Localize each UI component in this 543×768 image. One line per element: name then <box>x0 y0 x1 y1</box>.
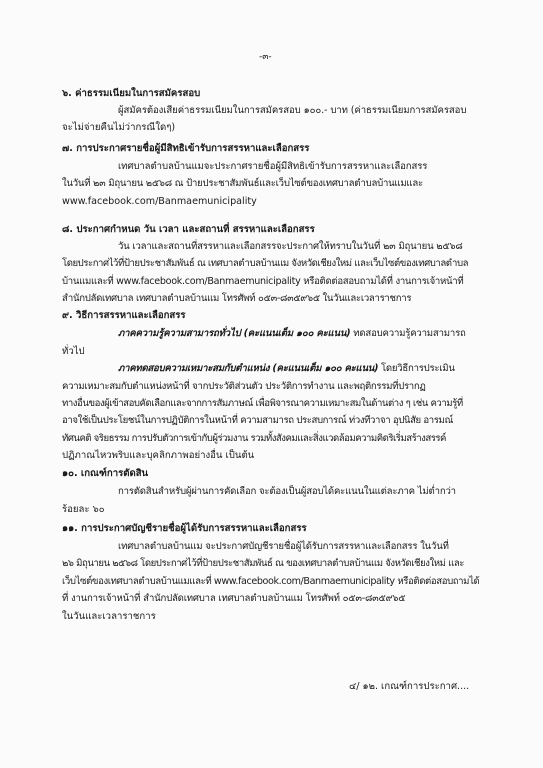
page-number: -๓- <box>259 52 272 62</box>
section-9-part1 <box>118 328 466 340</box>
section-9-text: ทั่วไป <box>62 346 85 357</box>
section-7-text: ในวันที่ ๒๓ มิถุนายน ๒๕๖๘ ณ ป้ายประชาสัมพันธ์และเว็บไซต์ของเทศบาลตำบลบ้านแมและ <box>62 178 423 189</box>
section-8-text: บ้านแมและที่ www.facebook.com/Banmaemunicipality หรือติดต่อสอบถามได้ที่ งานการเจ้าหน้าที่ <box>62 276 464 287</box>
part2-label: ภาคทดสอบความเหมาะสมกับตำแหน่ง (คะแนนเต็ม ๑๐๐ คะแนน) <box>118 363 379 374</box>
section-8-text: โดยประกาศไว้ที่ป้ายประชาสัมพันธ์ ณ เทศบาลตำบลบ้านแม จังหวัดเชียงใหม่ และเว็บไซต์ของเทศบาลตำบล <box>62 258 469 269</box>
section-11-heading: ๑๑. การประกาศบัญชีรายชื่อผู้ได้รับการสรรหาและเลือกสรร <box>62 523 307 534</box>
section-11-text: ที่ งานการเจ้าหน้าที่ สำนักปลัดเทศบาล เทศบาลตำบลบ้านแม โทรศัพท์ ๐๕๓-๘๓๕๙๖๕ <box>62 593 406 604</box>
section-11-text: ๒๖ มิถุนายน ๒๕๖๘ โดยประกาศไว้ที่ป้ายประชาสัมพันธ์ ณ ของเทศบาลตำบลบ้านแม จังหวัดเชียงใหม่ และ <box>62 558 464 569</box>
footer-continuation: ๔/ ๑๒. เกณฑ์การประกาศ.... <box>349 681 470 692</box>
section-8-text: สำนักปลัดเทศบาล เทศบาลตำบลบ้านแม โทรศัพท์ ๐๕๓-๘๓๕๙๖๕ ในวันและเวลาราชการ <box>62 293 412 304</box>
part1-text: ทดสอบความรู้ความสามารถ <box>350 328 466 339</box>
section-7-link[interactable]: www.facebook.com/Banmaemunicipality <box>62 196 257 207</box>
section-9-text: ทัศนคติ จริยธรรม การปรับตัวการเข้ากับผู้ร่วมงาน รวมทั้งสังคมและสิ่งแวดล้อมความคิดริเริ่มสร้างสรรค์ <box>62 433 446 444</box>
section-9-part2 <box>118 363 455 375</box>
section-9-text: อาจใช้เป็นประโยชน์ในการปฏิบัติการในหน้าที่ ความสามารถ ประสบการณ์ ท่วงทีวาจา อุปนิสัย อารมณ์ <box>62 415 453 426</box>
section-7-heading: ๗. การประกาศรายชื่อผู้มีสิทธิเข้ารับการสรรหาและเลือกสรร <box>62 143 310 154</box>
section-11-text: เว็บไซต์ของเทศบาลตำบลบ้านแมและที่ www.facebook.com/Banmaemunicipality หรือติดต่อสอบถามได้ <box>62 576 480 587</box>
section-9-text: ทางอื่นของผู้เข้าสอบคัดเลือกและจากการสัมภาษณ์ เพื่อพิจารณาความเหมาะสมในด้านต่าง ๆ เช่น ความรู้ที่ <box>62 398 463 409</box>
section-7-text: เทศบาลตำบลบ้านแมจะประกาศรายชื่อผู้มีสิทธิเข้ารับการสรรหาและเลือกสรร <box>118 161 428 172</box>
section-10-text: การตัดสินสำหรับผู้ผ่านการคัดเลือก จะต้องเป็นผู้สอบได้คะแนนในแต่ละภาค ไม่ต่ำกว่า <box>118 486 456 497</box>
section-11-text: ในวันและเวลาราชการ <box>62 611 156 622</box>
section-9-heading: ๙. วิธีการสรรหาและเลือกสรร <box>62 310 186 321</box>
section-8-heading: ๘. ประกาศกำหนด วัน เวลา และสถานที่ สรรหาและเลือกสรร <box>62 224 315 235</box>
section-6-text: จะไม่จ่ายคืนไม่ว่ากรณีใดๆ) <box>62 122 176 133</box>
part1-label: ภาคความรู้ความสามารถทั่วไป (คะแนนเต็ม ๑๐๐ คะแนน) <box>118 328 351 339</box>
section-9-text: ความเหมาะสมกับตำแหน่งหน้าที่ จากประวัติส่วนตัว ประวัติการทำงาน และพฤติกรรมที่ปรากฏ <box>62 381 426 392</box>
section-11-text: เทศบาลตำบลบ้านแม จะประกาศบัญชีรายชื่อผู้ได้รับการสรรหาและเลือกสรร ในวันที่ <box>118 541 449 552</box>
section-10-heading: ๑๐. เกณฑ์การตัดสิน <box>62 468 149 479</box>
section-8-text: วัน เวลาและสถานที่สรรหาและเลือกสรรจะประกาศให้ทราบในวันที่ ๒๓ มิถุนายน ๒๕๖๘ <box>118 241 463 252</box>
section-9-text: ปฏิภาณไหวพริบและบุคลิกภาพอย่างอื่น เป็นต้น <box>62 450 255 461</box>
section-10-text: ร้อยละ ๖๐ <box>62 504 105 515</box>
part2-text: โดยวิธีการประเมิน <box>378 363 455 374</box>
section-6-text: ผู้สมัครต้องเสียค่าธรรมเนียมในการสมัครสอบ ๑๐๐.- บาท (ค่าธรรมเนียมการสมัครสอบ <box>118 105 467 116</box>
section-6-heading: ๖. ค่าธรรมเนียมในการสมัครสอบ <box>62 88 201 99</box>
